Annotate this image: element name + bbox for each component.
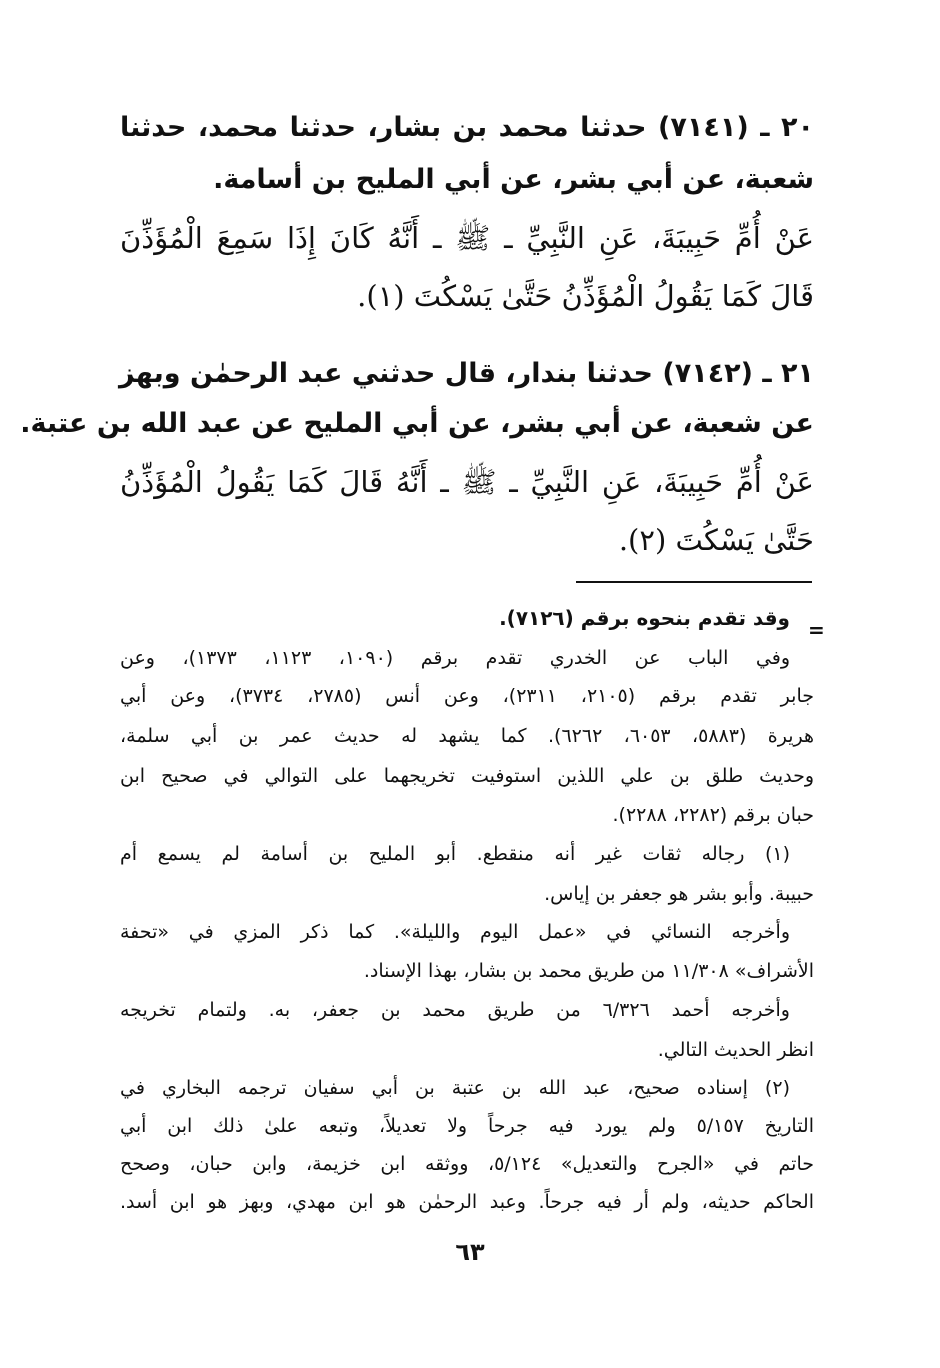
footnote-1-line: وأخرجه أحمد ٦/٣٢٦ من طريق محمد بن جعفر، به. ولتمام تخريجه — [120, 999, 790, 1021]
hadith-20-matn-line-1: عَنْ أُمِّ حَبِيبَةَ، عَنِ النَّبِيِّ ـ ﷺ ـ أَنَّهُ كَانَ إِذَا سَمِعَ الْمُؤَذِّنَ — [120, 221, 814, 255]
footnote-2-line: التاريخ ٥/١٥٧ ولم يورد فيه جرحاً ولا تعديلاً، وتبعه علىٰ ذلك ابن أبي — [120, 1115, 814, 1137]
footnote-1-line: انظر الحديث التالي. — [657, 1039, 814, 1061]
page-number: ٦٣ — [455, 1238, 485, 1266]
footnote-line: حبان برقم (٢٢٨٢، ٢٢٨٨). — [612, 804, 814, 826]
continuation-mark: = — [808, 618, 825, 642]
footnote-1-line: حبيبة. وأبو بشر هو جعفر بن إياس. — [544, 883, 814, 905]
footnote-2-line: حاتم في «الجرح والتعديل» ٥/١٢٤، ووثقه ابن خزيمة، وابن حبان، وصحح — [120, 1153, 814, 1175]
footnote-line: وحديث طلق بن علي اللذين استوفيت تخريجهما على التوالي في صحيح ابن — [120, 765, 814, 787]
hadith-21-matn-line-1: عَنْ أُمِّ حَبِيبَةَ، عَنِ النَّبِيِّ ـ ﷺ ـ أَنَّهُ قَالَ كَمَا يَقُولُ الْمُؤَذِّنُ — [120, 465, 814, 499]
footnote-1-line: الأشراف» ١١/٣٠٨ من طريق محمد بن بشار، بهذا الإسناد. — [363, 960, 814, 982]
footnote-1-line: (١) رجاله ثقات غير أنه منقطع. أبو المليح بن أسامة لم يسمع أم — [120, 843, 790, 865]
footnote-line: وقد تقدم بنحوه برقم (٧١٢٦). — [499, 606, 790, 630]
footnote-line: هريرة (٥٨٨٣، ٦٠٥٣، ٦٢٦٢). كما يشهد له حديث عمر بن أبي سلمة، — [120, 725, 815, 747]
footnote-2-line: (٢) إسناده صحيح، عبد الله بن عتبة بن أبي سفيان ترجمه البخاري في — [120, 1077, 790, 1099]
footnote-1-line: وأخرجه النسائي في «عمل اليوم والليلة». كما ذكر المزي في «تحفة — [120, 921, 790, 943]
footnote-line: جابر تقدم برقم (٢١٠٥، ٢٣١١)، وعن أنس (٢٧٨٥، ٣٧٣٤)، وعن أبي — [120, 685, 814, 707]
hadith-21-isnad-line-2: عن شعبة، عن أبي بشر، عن أبي المليح عن عبد الله بن عتبة. — [20, 408, 814, 439]
footnote-2-line: الحاكم حديثه، ولم أر فيه جرحاً. وعبد الرحمٰن هو ابن مهدي، وبهز هو ابن أسد. — [120, 1191, 814, 1213]
footnote-separator — [576, 581, 812, 583]
hadith-21-isnad-line-1: ٢١ ـ (٧١٤٢) حدثنا بندار، قال حدثني عبد الرحمٰن وبهز — [119, 358, 814, 389]
hadith-21-matn-line-2: حَتَّىٰ يَسْكُتَ (٢). — [618, 523, 814, 557]
hadith-20-isnad-line-2: شعبة، عن أبي بشر، عن أبي المليح بن أسامة. — [213, 164, 814, 195]
footnote-line: وفي الباب عن الخدري تقدم برقم (١٠٩٠، ١١٢٣، ١٣٧٣)، وعن — [120, 647, 791, 669]
hadith-20-isnad-line-1: ٢٠ ـ (٧١٤١) حدثنا محمد بن بشار، حدثنا محمد، حدثنا — [120, 112, 814, 143]
hadith-20-matn-line-2: قَالَ كَمَا يَقُولُ الْمُؤَذِّنُ حَتَّىٰ يَسْكُتَ (١). — [357, 279, 814, 313]
